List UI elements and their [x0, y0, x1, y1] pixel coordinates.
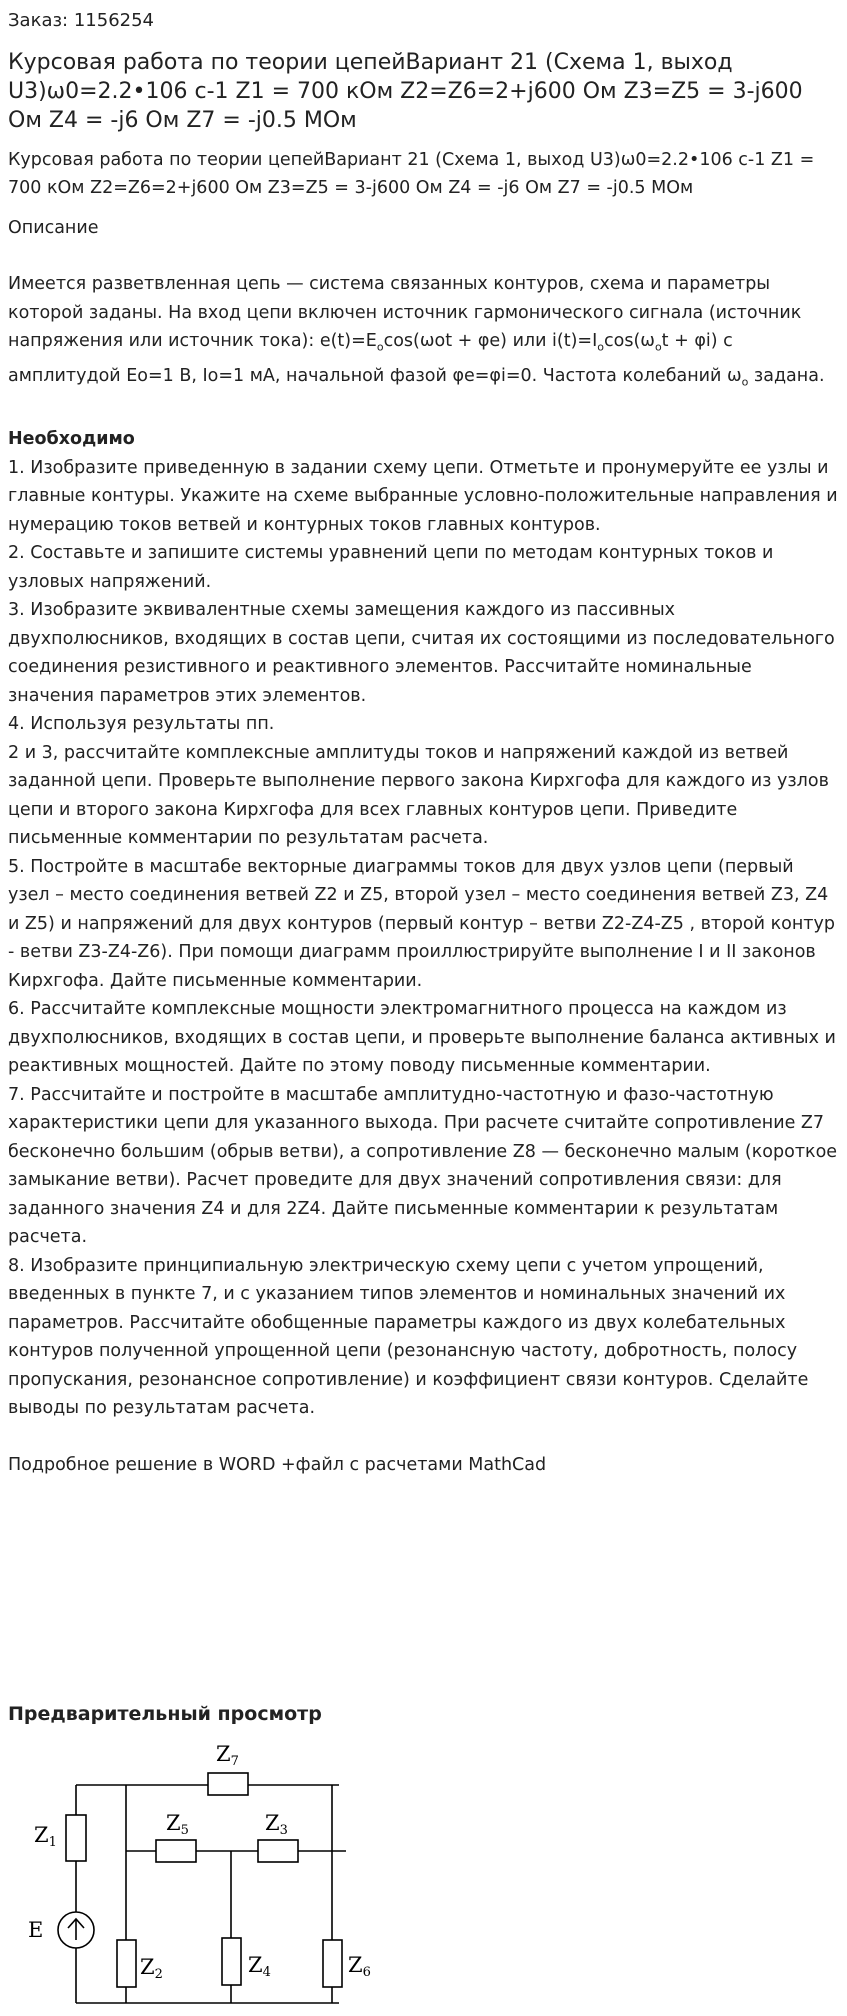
intro-text-2: cos(ωot + φe) или i(t)=I [383, 331, 598, 351]
requirement-item: 8. Изобразите принципиальную электрическую схему цепи с учетом упрощений, введенных в пункте 7, и с указанием типов элементов и номинальных значений их параметров. Рассчитайте обобщенные параметры каждого из двух колебательных контуров полученной упрощенной цепи (резонансную частоту, добротность, полосу пропускания, резонансное сопротивление) и коэффициент связи контуров. Сделайте выводы по результатам расчета. [8, 1255, 809, 1418]
circuit-schematic [26, 1725, 386, 2015]
requirement-item: 3. Изобразите эквивалентные схемы замещения каждого из пассивных двухполюсников, входящих в состав цепи, считая их состоящими из последовательного соединения резистивного и реактивного элементов. Рассчитайте номинальные значения параметров этих элементов. [8, 600, 835, 706]
label-z6: Z6 [348, 1953, 371, 1980]
resistor-z5 [156, 1840, 196, 1862]
label-z7: Z7 [216, 1742, 239, 1769]
requirement-item: 2 и 3, рассчитайте комплексные амплитуды токов и напряжений каждой из ветвей заданной цепи. Проверьте выполнение первого закона Кирхгофа для каждого из узлов цепи и второго закона Кирхгофа для всех главных контуров цепи. Приведите письменные комментарии по результатам расчета. [8, 742, 829, 848]
intro-sub-4: o [741, 375, 749, 389]
intro-text-5: задана. [748, 366, 825, 386]
footer-note: Подробное решение в WORD +файл с расчетами MathCad [8, 1454, 547, 1475]
label-z5: Z5 [166, 1811, 189, 1838]
intro-sub-2: o [597, 340, 604, 354]
page-subtitle: Курсовая работа по теории цепейВариант 21 (Схема 1, выход U3)ω0=2.2•106 с-1 Z1 = 700 кОм Z2=Z6=2+j600 Ом Z3=Z5 = 3-j600 Ом Z4 = -j6 Ом Z7 = -j0.5 МОм [8, 150, 815, 198]
page-title: Курсовая работа по теории цепейВариант 21 (Схема 1, выход U3)ω0=2.2•106 с-1 Z1 = 700 кОм Z2=Z6=2+j600 Ом Z3=Z5 = 3-j600 Ом Z4 = -j6 Ом Z7 = -j0.5 МОм [8, 50, 803, 133]
requirement-item: 4. Используя результаты пп. [8, 714, 275, 734]
label-z1: Z1 [34, 1823, 57, 1850]
intro-text-4: t + φi) с амплитудой Eo=1 В, Io=1 мА, начальной фазой φe=φi=0. Частота колебаний ω [8, 331, 742, 386]
requirement-item: 2. Составьте и запишите системы уравнений цепи по методам контурных токов и узловых напряжений. [8, 543, 774, 592]
label-e: E [28, 1918, 44, 1942]
requirements-list [8, 454, 839, 1423]
order-number: 1156254 [73, 10, 155, 31]
intro-paragraph [8, 270, 839, 397]
requirement-item: 1. Изобразите приведенную в задании схему цепи. Отметьте и пронумеруйте ее узлы и главные контуры. Укажите на схеме выбранные условно-положительные направления и нумерацию токов ветвей и контурных токов главных контуров. [8, 457, 838, 535]
label-z2: Z2 [140, 1955, 163, 1982]
label-z3: Z3 [265, 1811, 288, 1838]
order-label: Заказ: [8, 10, 69, 31]
intro-text-1: Имеется разветвленная цепь — система связанных контуров, схема и параметры которой заданы. На вход цепи включен источник гармонического сигнала (источник напряжения или источник тока): e(t)=E [8, 274, 802, 351]
resistor-z6 [323, 1940, 342, 1987]
requirement-item: 6. Рассчитайте комплексные мощности электромагнитного процесса на каждом из двухполюсников, входящих в состав цепи, и проверьте выполнение баланса активных и реактивных мощностей. Дайте по этому поводу письменные комментарии. [8, 999, 836, 1076]
preview-heading: Предварительный просмотр [8, 1703, 322, 1725]
resistor-z2 [117, 1940, 136, 1987]
requirement-item: 7. Рассчитайте и постройте в масштабе амплитудно-частотную и фазо-частотную характеристики цепи для указанного выхода. При расчете считайте сопротивление Z7 бесконечно большим (обрыв ветви), а сопротивление Z8 — бесконечно малым (короткое замыкание ветви). Расчет проведите для двух значений сопротивления связи: для заданного значения Z4 и для 2Z4. Дайте письменные комментарии к результатам расчета. [8, 1084, 838, 1247]
resistor-z3 [258, 1840, 298, 1862]
intro-text-3: cos(ω [604, 331, 655, 351]
requirement-item: 5. Постройте в масштабе векторные диаграммы токов для двух узлов цепи (первый узел – место соединения ветвей Z2 и Z5, второй узел – место соединения ветвей Z3, Z4 и Z5) и напряжений для двух контуров (первый контур – ветви Z2-Z4-Z5 , второй контур - ветви Z3-Z4-Z6). При помощи диаграмм проиллюстрируйте выполнение I и II законов Кирхгофа. Дайте письменные комментарии. [8, 856, 835, 991]
resistor-z4 [222, 1938, 241, 1985]
resistor-z7 [208, 1773, 248, 1795]
order-line [8, 0, 839, 34]
requirements-heading: Необходимо [8, 429, 135, 449]
intro-sub-1: o [376, 340, 384, 354]
description-heading: Описание [8, 218, 99, 238]
resistor-z1 [66, 1815, 86, 1861]
intro-sub-3: o [654, 340, 662, 354]
label-z4: Z4 [248, 1953, 271, 1980]
